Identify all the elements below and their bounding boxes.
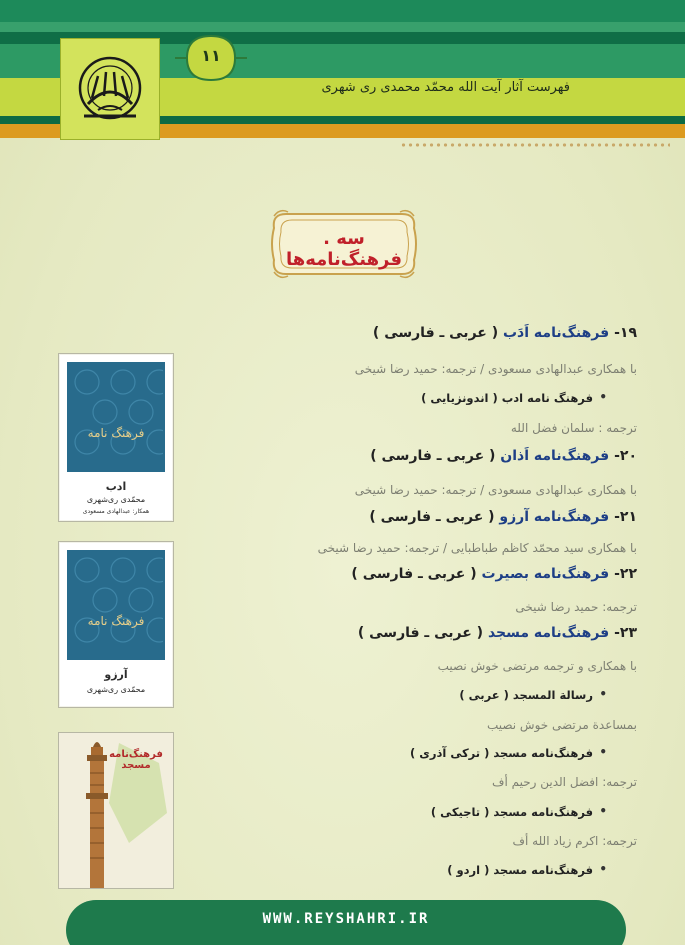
entry-22-credit: ترجمه: حمید رضا شیخی	[515, 600, 637, 614]
entry-number: ۱۹-	[614, 325, 637, 341]
translation-credit: بمساعدة مرتضی خوش نصیب	[486, 718, 637, 732]
logo-emblem-icon	[68, 50, 152, 128]
cover-credit: همکار: عبدالهادی مسعودی	[82, 508, 150, 515]
entry-name: فرهنگ‌نامه مسجد	[487, 625, 610, 641]
entry-21	[369, 509, 637, 525]
entry-language: ( عربی ـ فارسی )	[372, 325, 499, 341]
entry-23	[358, 625, 637, 641]
entry-language: ( عربی ـ فارسی )	[370, 448, 496, 464]
translation-credit: ترجمه : سلمان فضل الله	[510, 421, 637, 435]
page-number: ۱۱	[201, 46, 221, 65]
translation-item: • فرهنگ نامه ادب ( اندونزیایی )	[421, 391, 607, 405]
cover-subtitle: آرزو	[104, 668, 128, 681]
entry-number: ۲۰-	[614, 448, 637, 464]
book-cover-adab	[58, 353, 174, 522]
translation-credit: ترجمه: افضل الدین رحیم أف	[492, 775, 637, 789]
entry-19-credit: با همکاری عبدالهادی مسعودی / ترجمه: حمید رضا شیخی	[354, 362, 637, 376]
logo	[60, 38, 160, 140]
entry-number: ۲۲-	[614, 566, 637, 582]
entry-language: ( عربی ـ فارسی )	[369, 509, 495, 525]
section-title: سه . فرهنگ‌نامه‌ها	[285, 228, 403, 270]
website-url[interactable]: WWW.REYSHAHRI.IR	[262, 911, 430, 927]
translation-item: • فرهنگ‌نامه مسجد ( ترکی آذری )	[410, 746, 607, 760]
header-title: فهرست آثار آیت الله محمّد محمدی ری شهری	[321, 80, 570, 95]
translation-credit: ترجمه: اکرم زیاد الله أف	[512, 834, 637, 848]
entry-language: ( عربی ـ فارسی )	[351, 566, 477, 582]
entry-19	[373, 325, 637, 341]
entry-21-credit: با همکاری سید محمّد کاظم طباطبایی / ترجمه: حمید رضا شیخی	[317, 541, 637, 555]
book-cover-arezu	[58, 541, 174, 708]
dotted-divider	[400, 142, 670, 148]
cover-author: محمّدی ری‌شهری	[86, 685, 146, 694]
book-cover-masjed	[58, 732, 174, 889]
entry-20-credit: با همکاری عبدالهادی مسعودی / ترجمه: حمید رضا شیخی	[354, 483, 637, 497]
translation-item: • رسالة المسجد ( عربی )	[459, 688, 607, 702]
entry-name: فرهنگ‌نامه اَدَب	[502, 325, 610, 341]
cover-subtitle: ادب	[105, 480, 127, 493]
entry-number: ۲۱-	[614, 509, 637, 525]
cover-panel	[67, 362, 165, 472]
header-band-top	[0, 0, 685, 22]
cover-title: فرهنگ‌نامه مسجد	[109, 749, 163, 771]
translation-item: • فرهنگ‌نامه مسجد ( تاجیکی )	[431, 805, 607, 819]
entry-name: فرهنگ‌نامه آرزو	[499, 509, 610, 525]
entry-23-credit: با همکاری و ترجمه مرتضی خوش نصیب	[437, 659, 637, 673]
cover-title: فرهنگ نامه	[87, 614, 145, 628]
cover-panel	[67, 550, 165, 660]
entry-number: ۲۳-	[614, 625, 637, 641]
entry-name: فرهنگ‌نامه بصیرت	[481, 566, 610, 582]
header-band-light	[0, 22, 685, 32]
entry-20	[370, 448, 637, 464]
cover-title: فرهنگ نامه	[87, 426, 145, 440]
cover-pattern-icon	[67, 362, 163, 472]
translation-item: • فرهنگ‌نامه مسجد ( اردو )	[447, 863, 607, 877]
page-number-badge	[175, 34, 247, 82]
entry-name: فرهنگ‌نامه اَذان	[500, 448, 610, 464]
entry-22	[351, 566, 637, 582]
cover-author: محمّدی ری‌شهری	[86, 495, 146, 504]
entry-language: ( عربی ـ فارسی )	[357, 625, 484, 641]
cover-pattern-icon	[67, 550, 163, 660]
